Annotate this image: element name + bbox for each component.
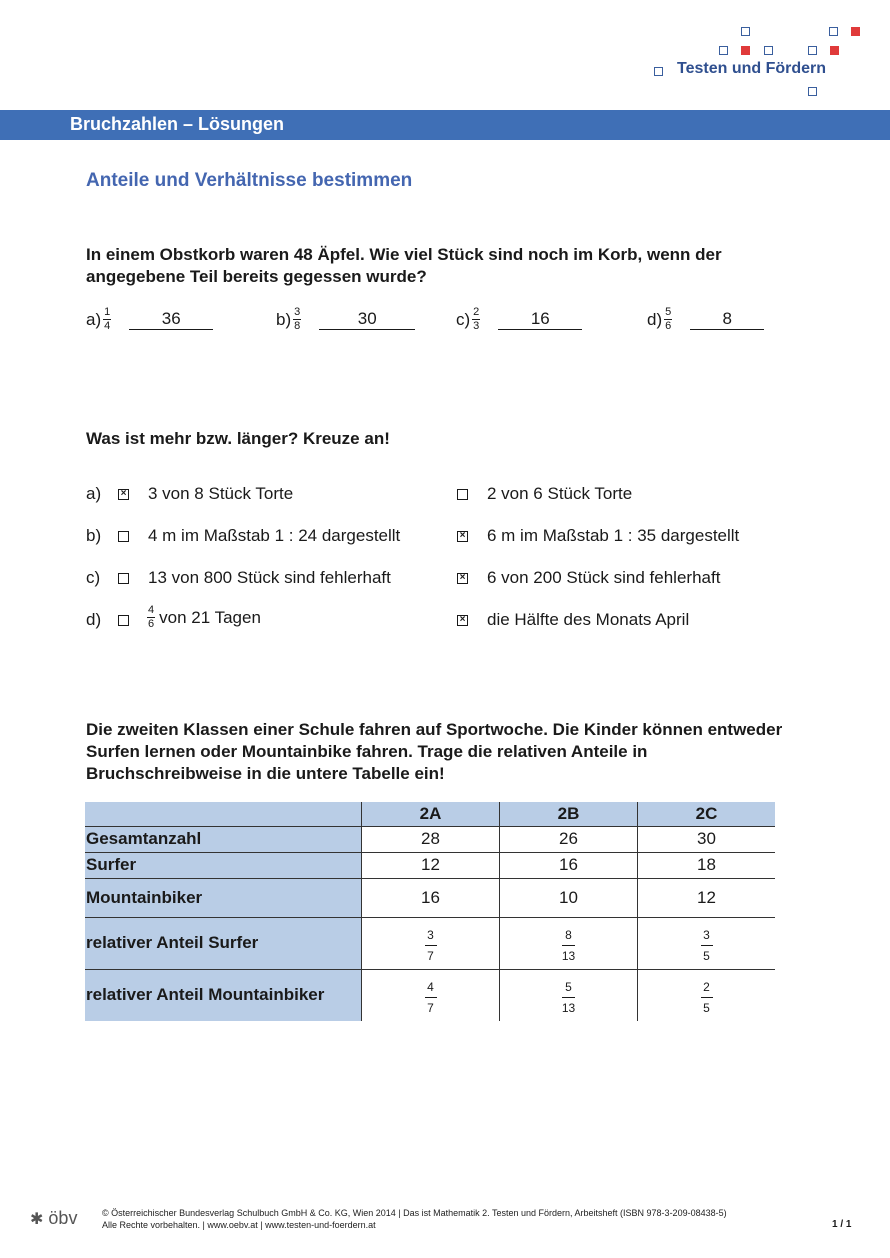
row-header: relativer Anteil Mountainbiker [85, 969, 362, 1021]
page-title: Bruchzahlen – Lösungen [70, 114, 285, 134]
item-label: b) [276, 309, 292, 329]
checkbox-checked[interactable]: × [457, 531, 468, 542]
footer-line: Alle Rechte vorbehalten. | www.oebv.at | www.testen-und-foerdern.at [102, 1220, 376, 1230]
fraction: $\frac{8}{13}$ [561, 927, 576, 963]
logo-square [830, 46, 839, 55]
table-row [85, 852, 775, 878]
option-text: die Hälfte des Monats April [487, 610, 690, 629]
item-label: a) [86, 309, 102, 329]
logo-square [808, 46, 817, 55]
page-number: 1 / 1 [832, 1219, 852, 1230]
option-text: 13 von 800 Stück sind fehlerhaft [148, 568, 391, 587]
row-header: Mountainbiker [85, 878, 362, 917]
fraction: $\frac{5}{6}$ [665, 306, 672, 332]
logo-square [829, 27, 838, 36]
table-cell: 28 [362, 826, 500, 852]
task1-item-c [456, 306, 582, 333]
answer-field: 36 [129, 309, 213, 330]
section-title: Anteile und Verhältnisse bestimmen [86, 170, 413, 191]
table-cell: 12 [362, 852, 500, 878]
table-row [85, 878, 775, 917]
fraction: $\frac{3}{5}$ [701, 928, 713, 963]
row-label: d) [86, 610, 102, 629]
table-header-row [85, 802, 775, 826]
answer-field: 16 [498, 309, 582, 330]
data-table [85, 802, 775, 1021]
table-cell: 30 [638, 826, 776, 852]
checkbox-checked[interactable]: × [457, 615, 468, 626]
option-label: von 21 Tagen [159, 607, 261, 627]
logo-square [741, 27, 750, 36]
table-row [85, 826, 775, 852]
checkbox[interactable] [118, 573, 129, 584]
option-text: 3 von 8 Stück Torte [148, 484, 294, 503]
fraction: $\frac{5}{13}$ [561, 979, 576, 1015]
fraction: $\frac{4}{7}$ [425, 980, 437, 1015]
column-header: 2A [362, 802, 500, 826]
item-label: c) [456, 309, 471, 329]
row-label: c) [86, 568, 101, 587]
fraction: $\frac{2}{3}$ [473, 306, 480, 332]
option-text [147, 604, 261, 631]
table-cell: 12 [638, 878, 776, 917]
task1-question: In einem Obstkorb waren 48 Äpfel. Wie viel Stück sind noch im Korb, wenn der angegebene Teil bereits gegessen wurde? [86, 245, 722, 286]
checkbox[interactable] [118, 615, 129, 626]
option-text: 6 m im Maßstab 1 : 35 dargestellt [487, 526, 740, 545]
table-cell: 18 [638, 852, 776, 878]
column-header: 2C [638, 802, 776, 826]
task1-item-b [276, 306, 415, 333]
fraction: $\frac{2}{5}$ [701, 980, 713, 1015]
fraction: $\frac{3}{7}$ [425, 928, 437, 963]
table-cell: 10 [500, 878, 638, 917]
answer-field: 8 [690, 309, 764, 330]
table-row [85, 969, 775, 1021]
fraction: $\frac{4}{6}$ [148, 604, 155, 630]
logo-square [764, 46, 773, 55]
footer-line: © Österreichischer Bundesverlag Schulbuch GmbH & Co. KG, Wien 2014 | Das ist Mathematik 2. Testen und Fördern, Arbeitsheft (ISBN 978-3-209-08438-5) [102, 1208, 727, 1218]
row-header: Gesamtanzahl [85, 826, 362, 852]
publisher-logo [30, 1208, 77, 1229]
fraction-cell [638, 969, 776, 1021]
table-cell: 26 [500, 826, 638, 852]
fraction-cell [500, 917, 638, 969]
task2-question: Was ist mehr bzw. länger? Kreuze an! [86, 429, 390, 448]
column-header: 2B [500, 802, 638, 826]
logo-square [719, 46, 728, 55]
row-label: b) [86, 526, 102, 545]
row-header: relativer Anteil Surfer [85, 917, 362, 969]
table-corner [85, 802, 362, 826]
footer-text [102, 1207, 727, 1231]
logo-square [741, 46, 750, 55]
checkbox-checked[interactable]: × [457, 573, 468, 584]
logo-square [654, 67, 663, 76]
checkbox[interactable] [118, 531, 129, 542]
star-icon: ✱ [30, 1211, 44, 1228]
table-cell: 16 [362, 878, 500, 917]
task3-question: Die zweiten Klassen einer Schule fahren auf Sportwoche. Die Kinder können entweder Surfen lernen oder Mountainbike fahren. Trage die relativen Anteile in Bruchschreibweise in die untere Tabelle ein! [86, 720, 783, 783]
fraction-cell [362, 969, 500, 1021]
row-header: Surfer [85, 852, 362, 878]
fraction: $\frac{1}{4}$ [104, 306, 111, 332]
fraction-cell [500, 969, 638, 1021]
answer-field: 30 [319, 309, 415, 330]
logo-square [808, 87, 817, 96]
publisher-logo-text: öbv [48, 1208, 78, 1228]
checkbox-checked[interactable]: × [118, 489, 129, 500]
task1-item-a [86, 306, 213, 333]
fraction: $\frac{3}{8}$ [294, 306, 301, 332]
fraction-cell [362, 917, 500, 969]
item-label: d) [647, 309, 663, 329]
logo-square [851, 27, 860, 36]
table-row [85, 917, 775, 969]
logo-text: Testen und Fördern [677, 60, 827, 77]
task1-item-d [647, 306, 764, 333]
option-text: 4 m im Maßstab 1 : 24 dargestellt [148, 526, 401, 545]
option-text: 2 von 6 Stück Torte [487, 484, 633, 503]
fraction-cell [638, 917, 776, 969]
checkbox[interactable] [457, 489, 468, 500]
option-text: 6 von 200 Stück sind fehlerhaft [487, 568, 721, 587]
table-cell: 16 [500, 852, 638, 878]
row-label: a) [86, 484, 102, 503]
